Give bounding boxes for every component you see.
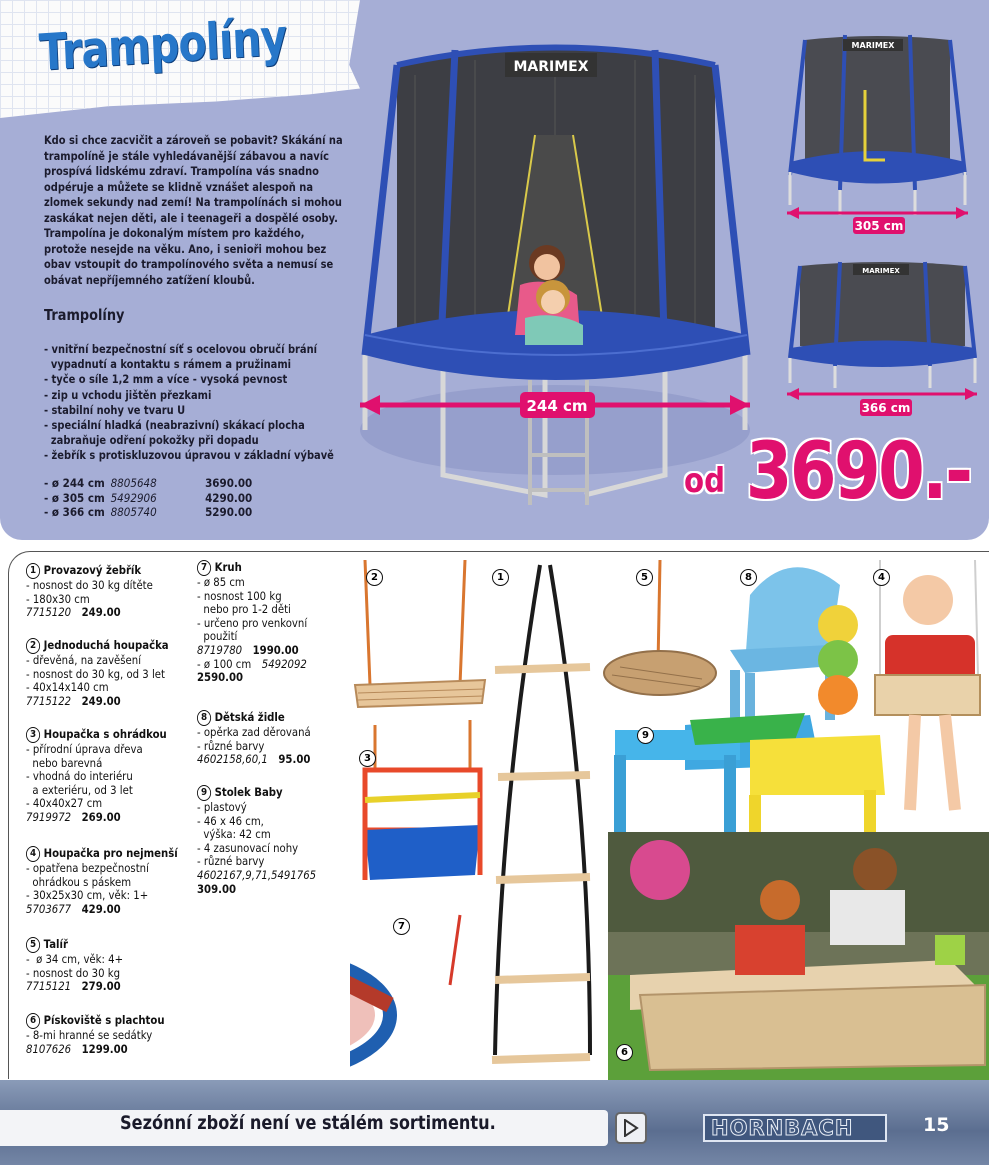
- product-spec: - 46 x 46 cm,: [197, 813, 264, 828]
- price: 249.00: [81, 605, 121, 620]
- number-badge: 9: [197, 785, 211, 801]
- product-spec: výška: 42 cm: [197, 827, 271, 842]
- starting-price: [684, 427, 971, 521]
- product-code: 7715122: [26, 693, 72, 708]
- size-price-list: [44, 476, 252, 520]
- feature-item: zabraňuje odření pokožky při dopadu: [44, 433, 259, 448]
- price: 279.00: [81, 979, 121, 994]
- product-images: [350, 555, 989, 1080]
- product-code: 4602167,9,71,5491765: [197, 867, 317, 882]
- product-name: Houpačka s ohrádkou: [43, 727, 167, 742]
- product-code: 8719780: [197, 642, 243, 657]
- price: 95.00: [278, 752, 311, 767]
- brand-label: MARIMEX: [862, 267, 900, 275]
- number-badge: 4: [26, 846, 40, 862]
- page-title: Trampolíny: [38, 8, 288, 82]
- size-row: [44, 476, 252, 491]
- price: 269.00: [81, 809, 121, 824]
- product-ring-swing: [197, 560, 307, 685]
- plate-swing-image: [604, 560, 716, 695]
- product-name: Talíř: [43, 937, 68, 952]
- number-badge: 3: [26, 727, 40, 743]
- product-spec: - nosnost do 30 kg, od 3 let: [26, 666, 165, 681]
- number-badge: 5: [26, 937, 40, 953]
- feature-item: - stabilní nohy ve tvaru U: [44, 402, 186, 417]
- product-code: 8805648: [110, 476, 157, 490]
- price: 1299.00: [81, 1041, 128, 1056]
- next-page-button[interactable]: [615, 1112, 647, 1144]
- product-name: Kruh: [214, 560, 242, 575]
- product-name: Houpačka pro nejmenší: [43, 846, 178, 861]
- size-row: [44, 491, 252, 506]
- image-number-badge: 6: [616, 1044, 633, 1061]
- product-spec: - 40x40x27 cm: [26, 796, 103, 811]
- price: 3690.00: [205, 476, 253, 490]
- product-spec: - vhodná do interiéru: [26, 769, 133, 784]
- kids-chair-image: [730, 567, 858, 725]
- price: 1990.00: [252, 642, 299, 657]
- product-simple-swing: [26, 638, 169, 708]
- feature-item: - žebřík s protiskluzovou úpravou v základní výbavě: [44, 448, 334, 463]
- product-name: Dětská židle: [214, 710, 285, 725]
- dimension-label: 366 cm: [861, 401, 911, 415]
- product-kids-chair: [197, 710, 311, 767]
- trampoline-305-image: [785, 30, 970, 240]
- product-code: 7919972: [26, 809, 72, 824]
- price: 4290.00: [205, 490, 253, 505]
- trampoline-366-image: [785, 258, 980, 426]
- fenced-swing-image: [365, 720, 480, 880]
- ring-swing-image: [350, 915, 460, 1075]
- price: 2590.00: [197, 670, 244, 685]
- intro-text: Kdo si chce zacvičit a zároveň se pobavit? Skákání na trampolíně je stále vyhledávanější zábavou a navíc prospívá lidskému zdraví. Trampolína vás snadno odpéruje a můžete se klidně vznášet alespoň na zlomek sekundy nad zemí! Na trampolínách si mohou zaskákat nejen děti, ale i teenageři a dospělé osoby. Trampolína je dokonalým místem pro každého, protože nesejde na věku. Ano, i senioři mohou bez obav vstoupit do trampolínového světa a nemusí se obávat nepříjemného zatížení kloubů.: [44, 133, 343, 287]
- page-number: 15: [923, 1114, 950, 1136]
- dimension-label: 305 cm: [854, 219, 904, 233]
- product-name: Provazový žebřík: [43, 563, 142, 578]
- product-spec: - nosnost do 30 kg dítěte: [26, 578, 153, 592]
- product-spec: - různé barvy: [197, 854, 265, 869]
- product-spec: - opatřena bezpečnostní: [26, 861, 149, 875]
- trampoline-features: [44, 342, 354, 464]
- baby-swing-image: [875, 560, 980, 810]
- price: 429.00: [81, 901, 121, 916]
- product-spec: - plastový: [197, 800, 247, 814]
- size: - ø 305 cm: [44, 490, 105, 505]
- size-row: [44, 505, 252, 520]
- brand-label: MARIMEX: [513, 59, 589, 75]
- product-spec: - 30x25x30 cm, věk: 1+: [26, 888, 149, 903]
- price: 249.00: [81, 693, 121, 708]
- product-spec: - přírodní úprava dřeva: [26, 742, 143, 756]
- product-spec: nebo barevná: [26, 755, 103, 770]
- product-baby-swing: [26, 846, 178, 916]
- product-code: 5492092: [261, 656, 307, 671]
- dimension-label: 244 cm: [526, 397, 588, 415]
- number-badge: 1: [26, 563, 40, 579]
- product-rope-ladder: [26, 563, 153, 620]
- product-code: 7715120: [26, 605, 72, 620]
- logo-text: HORNBACH: [711, 1116, 854, 1140]
- product-code: 5492906: [110, 490, 157, 505]
- image-number-badge: 9: [637, 727, 654, 744]
- price: 309.00: [197, 881, 237, 896]
- feature-item: - speciální hladká (neabrazivní) skákací plocha: [44, 418, 305, 433]
- image-number-badge: 3: [359, 750, 376, 767]
- product-name: Stolek Baby: [214, 785, 283, 800]
- image-number-badge: 4: [873, 569, 890, 586]
- trampoline-heading: Trampolíny: [44, 306, 125, 324]
- product-baby-table: [197, 785, 316, 896]
- product-spec: - opěrka zad děrovaná: [197, 725, 311, 739]
- product-name: Jednoduchá houpačka: [43, 638, 169, 653]
- product-code: 8107626: [26, 1041, 72, 1056]
- product-spec: - 180x30 cm: [26, 591, 90, 606]
- size: - ø 244 cm: [44, 476, 105, 490]
- price-prefix: od: [684, 461, 726, 501]
- product-spec: - ø 34 cm, věk: 4+: [26, 952, 124, 966]
- product-spec: - určeno pro venkovní: [197, 615, 308, 630]
- feature-item: - vnitřní bezpečnostní síť s ocelovou obručí brání: [44, 342, 318, 356]
- image-number-badge: 1: [492, 569, 509, 586]
- footer-note: Sezónní zboží není ve stálém sortimentu.: [120, 1112, 496, 1134]
- product-plate-swing: [26, 937, 123, 994]
- product-spec: - 40x14x140 cm: [26, 680, 109, 695]
- price-value: 3690.-: [745, 427, 971, 517]
- product-code: 7715121: [26, 979, 72, 994]
- number-badge: 7: [197, 560, 211, 576]
- product-spec: - nosnost 100 kg: [197, 588, 282, 603]
- product-sandbox: [26, 1013, 165, 1056]
- product-spec: nebo pro 1-2 děti: [197, 602, 291, 617]
- feature-item: - zip u vchodu jištěn přezkami: [44, 387, 212, 402]
- product-spec: - ø 100 cm: [197, 656, 252, 671]
- image-number-badge: 8: [740, 569, 757, 586]
- image-number-badge: 7: [393, 918, 410, 935]
- product-spec: - ø 85 cm: [197, 575, 245, 589]
- product-spec: - 8-mi hranné se sedátky: [26, 1028, 153, 1042]
- image-number-badge: 5: [636, 569, 653, 586]
- feature-item: - tyče o síle 1,2 mm a více - vysoká pevnost: [44, 372, 288, 387]
- product-spec: a exteriéru, od 3 let: [26, 782, 133, 797]
- number-badge: 6: [26, 1013, 40, 1029]
- number-badge: 2: [26, 638, 40, 654]
- brand-label: MARIMEX: [851, 41, 895, 50]
- product-spec: použití: [197, 629, 238, 644]
- product-spec: ohrádkou s páskem: [26, 874, 132, 889]
- size: - ø 366 cm: [44, 505, 105, 519]
- play-icon: [623, 1119, 639, 1137]
- product-spec: - různé barvy: [197, 738, 265, 753]
- product-spec: - 4 zasunovací nohy: [197, 840, 299, 855]
- feature-item: vypadnutí a kontaktu s rámem a pružinami: [44, 357, 292, 372]
- product-code: 5703677: [26, 901, 72, 916]
- product-code: 4602158,60,1: [197, 752, 268, 767]
- number-badge: 8: [197, 710, 211, 726]
- image-number-badge: 2: [366, 569, 383, 586]
- product-fenced-swing: [26, 727, 167, 825]
- hornbach-logo: [703, 1114, 887, 1142]
- product-code: 8805740: [110, 505, 157, 519]
- rope-ladder-image: [492, 565, 590, 1060]
- product-name: Pískoviště s plachtou: [43, 1013, 165, 1028]
- product-spec: - nosnost do 30 kg: [26, 965, 121, 980]
- product-spec: - dřevěná, na zavěšení: [26, 653, 142, 667]
- sandbox-photo: [608, 832, 989, 1080]
- price: 5290.00: [205, 505, 253, 519]
